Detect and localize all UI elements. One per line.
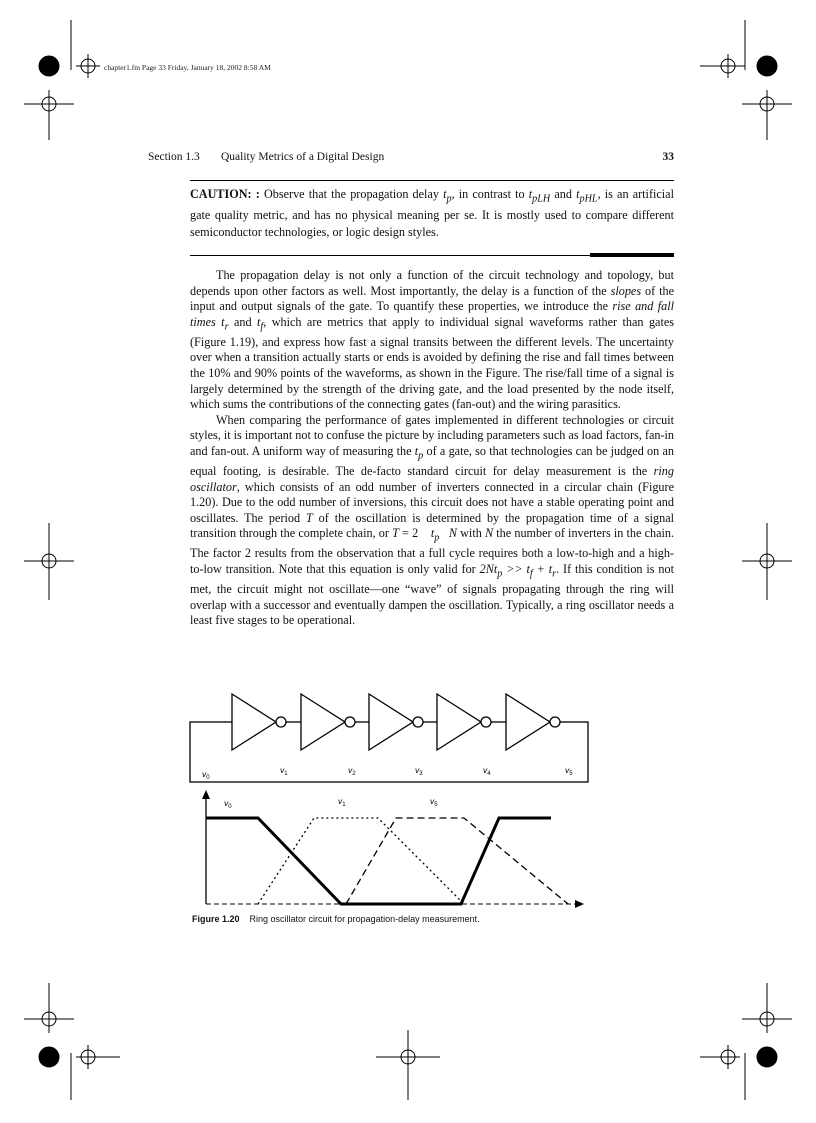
section-title: Quality Metrics of a Digital Design (221, 151, 385, 163)
caution-label: CAUTION: : (190, 187, 260, 201)
node-label-v5: $v_5$ (565, 765, 573, 777)
caution-bottom-rule (590, 253, 674, 257)
crosshair-top-left-2 (24, 90, 74, 140)
waveform-label-v0: $v_0$ (224, 798, 232, 810)
crosshair-top-right-1 (700, 54, 745, 78)
caution-bottom-rule-thin (190, 255, 590, 256)
node-label-v3: $v_3$ (415, 765, 423, 777)
caution-top-rule (190, 180, 674, 181)
crosshair-bottom-center (376, 1030, 440, 1100)
y-axis-arrow (202, 790, 210, 799)
node-label-v2: $v_2$ (348, 765, 356, 777)
waveform-v0 (206, 818, 551, 904)
crosshair-top-right-2 (742, 90, 792, 140)
ring-oscillator-circuit (186, 685, 596, 785)
node-label-v4: $v_4$ (483, 765, 491, 777)
crosshair-bottom-left-2 (76, 1045, 120, 1069)
paragraph-rise-fall: The propagation delay is not only a function of the circuit technology and topology, but depends upon other factors as well. Most importantly, the delay is a function of the slopes of the input and output signals of the gate. To quantify these properties, we introduce the rise and fall times $t_r$ and $t_f$, which are metrics that apply to individual signal waveforms rather than gates (Figure 1.19), and express how fast a signal transits between the different levels. The uncertainty over when a transition actually starts or ends is avoided by defining the rise and fall times between the 10% and 90% points of the waveforms, as shown in the Figure. The rise/fall time of a signal is largely determined by the strength of the driving gate, and the load presented by the node itself, which sums the contributions of the connecting gates (fan-out) and the wiring parasitics. (190, 268, 675, 412)
page-number: 33 (662, 151, 674, 163)
x-axis-arrow (575, 900, 584, 908)
node-label-v1: $v_1$ (280, 765, 288, 777)
crosshair-bottom-left-1 (24, 983, 74, 1033)
corner-dot-bottom-left (39, 1047, 59, 1067)
crosshair-right-middle (742, 523, 792, 600)
inverter-3 (369, 694, 423, 750)
inverter-4 (437, 694, 491, 750)
crosshair-bottom-right-2 (700, 1045, 740, 1069)
paragraph-ring-oscillator: When comparing the performance of gates implemented in different technologies or circuit styles, it is important not to confuse the picture by including parameters such as load factors, fan-in and fan-out. A uniform way of measuring the $t_p$ of a gate, so that technologies can be judged on an equal footing, is desirable. The de-facto standard circuit for delay measurement is the ring oscillator, which consists of an odd number of inverters connected in a circular chain (Figure 1.20). Due to the odd number of inversions, this circuit does not have a stable operating point and oscillates. The period T of the oscillation is determined by the propagation time of a signal transition through the complete chain, or T = 2 $t_p$ N with N the number of inverters in the chain. The factor 2 results from the observation that a full cycle requires both a low-to-high and a high-to-low transition. Note that this equation is only valid for $2Nt_p >> t_f + t_r$. If this condition is not met, the circuit might not oscillate—one “wave” of signals propagating through the ring will overlap with a successor and eventually dampen the oscillation. Typically, a ring oscillator needs a least five stages to be operational. (190, 412, 675, 628)
waveform-v1 (258, 818, 464, 904)
inverter-1 (232, 694, 286, 750)
section-label: Section 1.3 (148, 151, 200, 163)
ring-oscillator-waveforms (196, 790, 596, 910)
waveform-v5 (346, 818, 568, 904)
corner-dot-top-left (39, 56, 59, 76)
crosshair-bottom-right-1 (742, 983, 792, 1033)
figure-caption-text: Ring oscillator circuit for propagation-delay measurement. (249, 914, 480, 924)
file-slug: chapter1.fm Page 33 Friday, January 18, 2002 8:58 AM (104, 63, 271, 72)
inverter-5 (506, 694, 560, 750)
waveform-label-v5: $v_5$ (430, 796, 438, 808)
inverter-2 (301, 694, 355, 750)
body-text (190, 268, 674, 629)
crosshair-left-middle (24, 523, 74, 600)
crosshair-top-left-1 (76, 54, 100, 78)
corner-dot-bottom-right (757, 1047, 777, 1067)
figure-caption (192, 914, 612, 924)
figure-number: Figure 1.20 (192, 914, 240, 924)
caution-note: CAUTION: : Observe that the propagation delay $t_p$, in contrast to $t_{pLH}$ and $t_{pHL}$, is an artificial gate quality metric, and has no physical meaning per se. It is mostly used to compare different semiconductor technologies, or logic design styles. (190, 187, 674, 240)
node-label-v0: $v_0$ (202, 769, 210, 781)
corner-dot-top-right (757, 56, 777, 76)
waveform-label-v1: $v_1$ (338, 796, 346, 808)
